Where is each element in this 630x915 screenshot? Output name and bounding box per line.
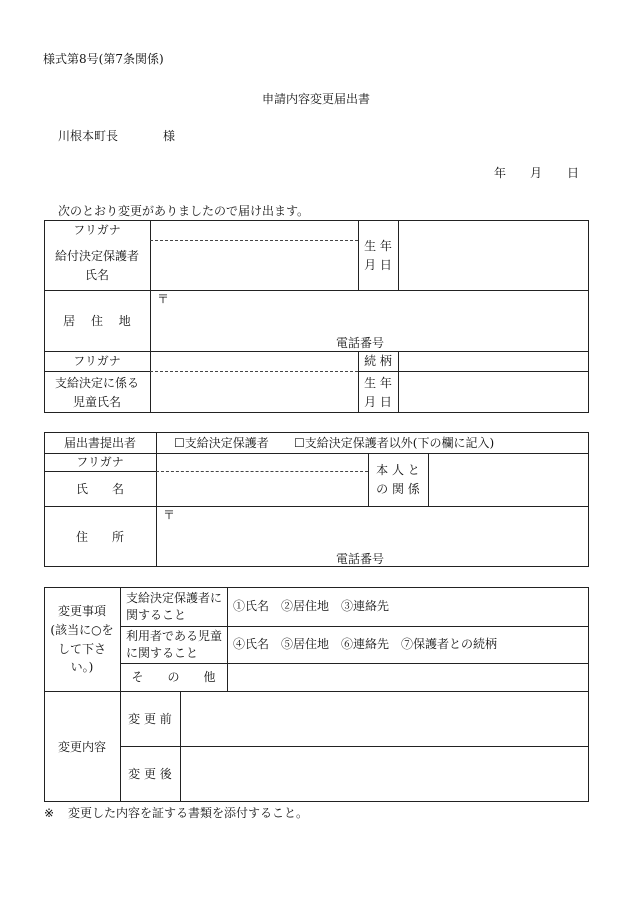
relationship-label: 続 柄 [364,354,392,369]
relationship-field[interactable] [398,352,588,371]
attachment-note: 変更した内容を証する書類を添付すること。 [68,806,309,820]
child-furigana-field[interactable] [150,352,358,370]
submitter-option-other[interactable]: ☐支給決定保護者以外(下の欄に記入) [294,436,495,450]
child-birthdate-label: 生 年 月 日 [364,375,392,409]
submitter-name-field[interactable] [156,472,368,505]
guardian-birthdate-label: 生 年 月 日 [364,238,392,272]
change-content-label: 変更内容 [57,739,106,754]
relationship-to-person-label: 本 人 と の 関 係 [376,463,420,496]
postal-mark: 〒 [157,292,170,306]
addressee: 川根本町長 [58,129,119,143]
guardian-birthdate-field[interactable] [398,221,588,290]
submitter-address-label: 住 所 [75,529,124,544]
change-item-label: 変更事項 (該当に○を して下さ い。) [50,604,114,675]
honorific: 様 [163,129,176,143]
relationship-to-person-field[interactable] [428,454,588,505]
child-birthdate-field[interactable] [398,372,588,412]
submitter-phone-label: 電話番号 [336,552,385,566]
submitter-label: 届出書提出者 [63,435,136,450]
form-title: 申請内容変更届出書 [262,92,371,106]
guardian-change-options[interactable]: ①氏名 ②居住地 ③連絡先 [233,599,390,614]
other-label: そ の 他 [131,670,216,685]
guardian-name-field[interactable] [150,241,358,289]
intro-text: 次のとおり変更がありましたので届け出ます。 [58,204,310,218]
submitter-name-label: 氏 名 [75,481,124,496]
guardian-name-label: 給付決定保護者 氏名 [54,249,139,282]
submitter-option-guardian[interactable]: ☐支給決定保護者 [174,436,269,450]
after-change-label: 変 更 後 [128,767,172,782]
guardian-furigana-label: フリガナ [73,223,121,238]
submitter-postal-mark: 〒 [163,508,176,522]
residence-phone-label: 電話番号 [336,336,385,350]
residence-label: 居 住 地 [63,313,131,328]
form-number: 様式第8号(第7条関係) [43,52,164,66]
before-change-label: 変 更 前 [128,711,172,726]
date-month-label: 月 [530,166,543,180]
after-change-field[interactable] [180,747,588,801]
guardian-matters-label: 支給決定保護者に 関すること [126,590,223,622]
child-name-label: 支給決定に係る 児童氏名 [54,375,139,409]
child-name-field[interactable] [150,372,358,412]
date-year-label: 年 [494,166,507,180]
other-field[interactable] [227,664,588,691]
note-mark: ※ [44,806,55,820]
before-change-field[interactable] [180,692,588,746]
child-furigana-label: フリガナ [73,354,121,369]
submitter-furigana-label: フリガナ [76,455,124,470]
date-day-label: 日 [567,166,580,180]
child-change-options[interactable]: ④氏名 ⑤居住地 ⑥連絡先 ⑦保護者との続柄 [233,637,498,652]
guardian-furigana-field[interactable] [150,221,358,239]
child-matters-label: 利用者である児童 に関すること [126,628,223,660]
submitter-furigana-field[interactable] [156,454,368,470]
